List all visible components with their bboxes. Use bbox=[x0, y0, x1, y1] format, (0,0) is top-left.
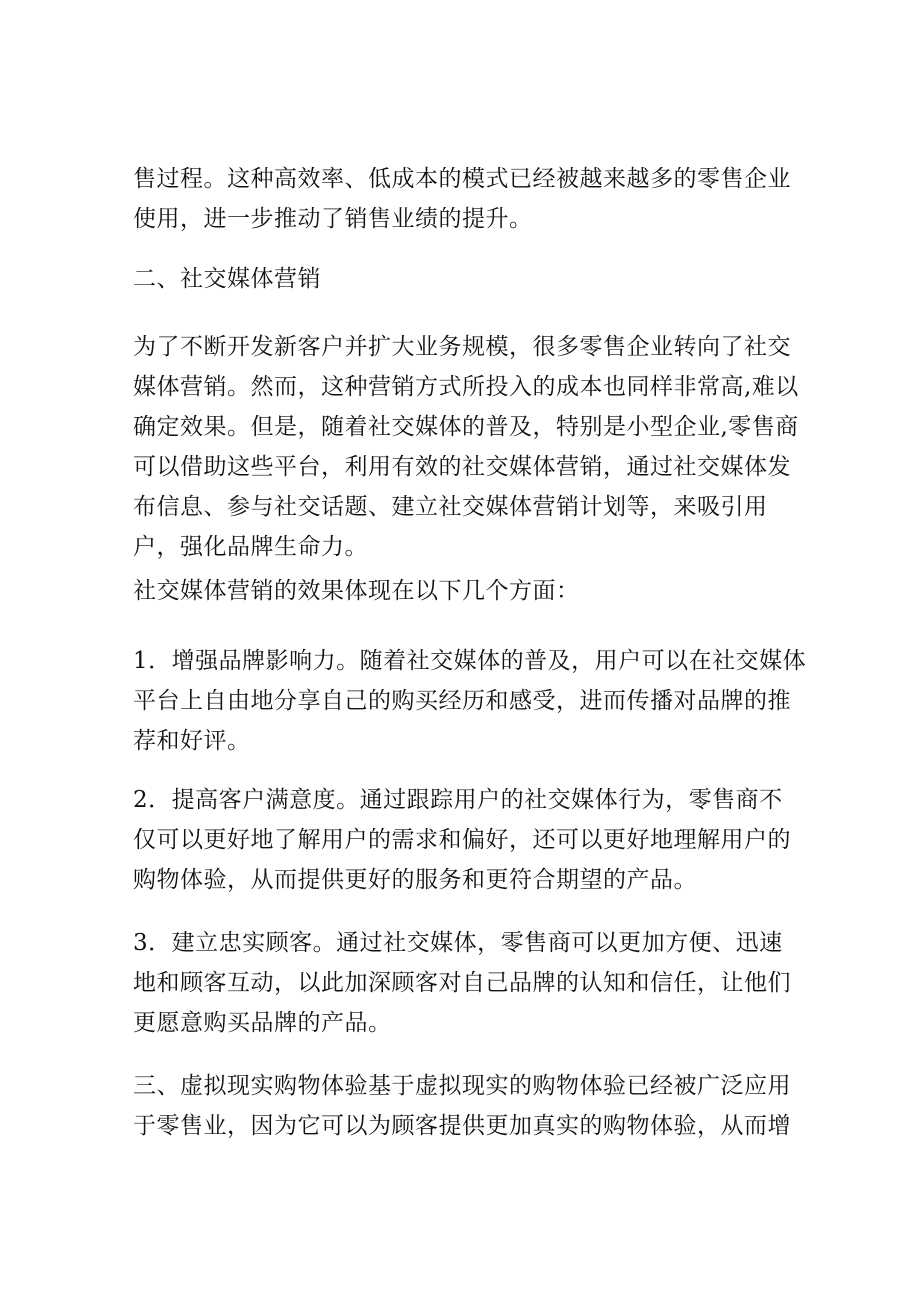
text-line: 为了不断开发新客户并扩大业务规模，很多零售企业转向了社交 bbox=[133, 334, 791, 360]
paragraph-social-media-intro bbox=[133, 327, 803, 567]
text-line: 平台上自由地分享自己的购买经历和感受，进而传播对品牌的推 bbox=[133, 688, 791, 714]
heading-text: 二、社交媒体营销 bbox=[133, 266, 321, 292]
text-line: 于零售业，因为它可以为顾客提供更加真实的购物体验，从而增 bbox=[133, 1113, 791, 1139]
text-line: 可以借助这些平台，利用有效的社交媒体营销，通过社交媒体发 bbox=[133, 454, 791, 480]
text-line: 地和顾客互动，以此加深顾客对自己品牌的认知和信任，让他们 bbox=[133, 970, 791, 996]
text-line: 媒体营销。然而，这种营销方式所投入的成本也同样非常高,难以 bbox=[133, 374, 799, 400]
text-line: 1．增强品牌影响力。随着社交媒体的普及，用户可以在社交媒体 bbox=[133, 648, 807, 674]
list-item-customer-satisfaction bbox=[133, 780, 803, 900]
text-line: 3．建立忠实顾客。通过社交媒体，零售商可以更加方便、迅速 bbox=[133, 930, 783, 956]
text-line: 荐和好评。 bbox=[133, 728, 251, 754]
list-item-loyal-customers bbox=[133, 923, 803, 1043]
text-line: 购物体验，从而提供更好的服务和更符合期望的产品。 bbox=[133, 867, 697, 893]
text-line: 使用，进一步推动了销售业绩的提升。 bbox=[133, 206, 533, 232]
text-line: 社交媒体营销的效果体现在以下几个方面： bbox=[133, 578, 580, 604]
paragraph-sales-process bbox=[133, 159, 803, 239]
text-line: 确定效果。但是，随着社交媒体的普及，特别是小型企业,零售商 bbox=[133, 414, 799, 440]
text-line: 售过程。这种高效率、低成本的模式已经被越来越多的零售企业 bbox=[133, 166, 791, 192]
text-line: 2．提高客户满意度。通过跟踪用户的社交媒体行为，零售商不 bbox=[133, 787, 783, 813]
paragraph-effects-intro bbox=[133, 571, 803, 611]
text-line: 三、虚拟现实购物体验基于虚拟现实的购物体验已经被广泛应用 bbox=[133, 1073, 791, 1099]
section-heading-social-media-marketing bbox=[133, 259, 803, 299]
list-item-brand-influence bbox=[133, 641, 807, 761]
paragraph-vr-shopping bbox=[133, 1066, 803, 1146]
text-line: 仅可以更好地了解用户的需求和偏好，还可以更好地理解用户的 bbox=[133, 827, 791, 853]
text-line: 户，强化品牌生命力。 bbox=[133, 534, 368, 560]
text-line: 布信息、参与社交话题、建立社交媒体营销计划等，来吸引用 bbox=[133, 494, 768, 520]
text-line: 更愿意购买品牌的产品。 bbox=[133, 1010, 392, 1036]
